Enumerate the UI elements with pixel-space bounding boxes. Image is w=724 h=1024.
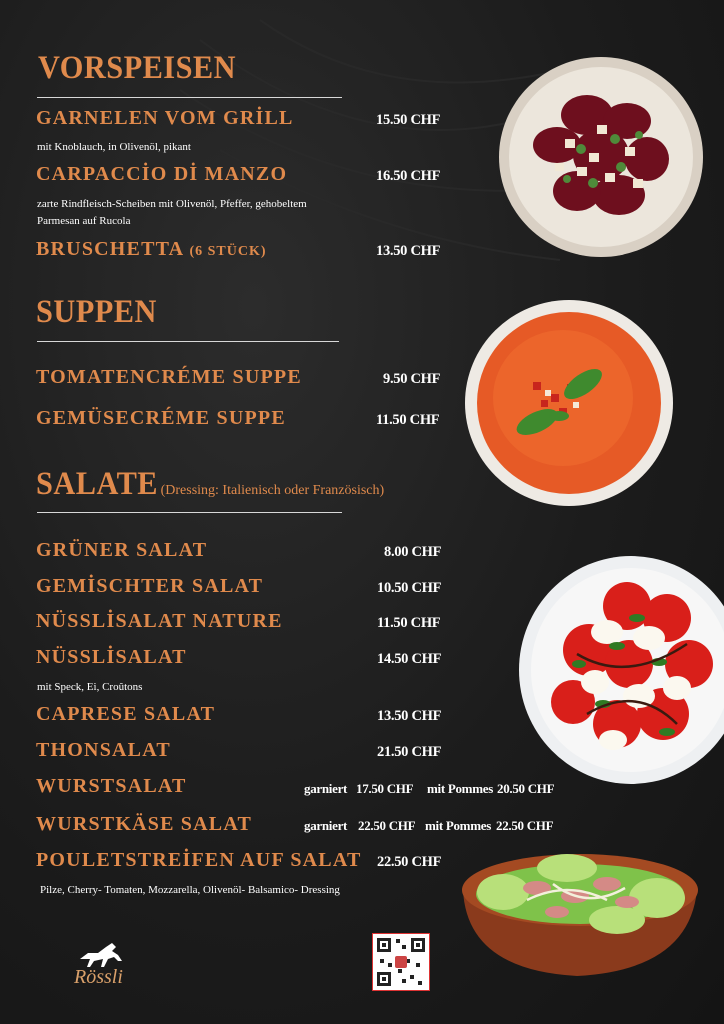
section-header-salate [36, 466, 384, 503]
section-divider [37, 341, 339, 342]
item-desc-garnelen: mit Knoblauch, in Olivenöl, pikant [37, 141, 191, 153]
wurstsalat-bowl-image [457, 840, 703, 980]
section-divider [37, 97, 342, 98]
item-price-nuesslisalat: 14.50 CHF [377, 651, 442, 667]
item-name-caprese: CAPRESE SALAT [36, 703, 216, 725]
item-pommes-price-wurstkaese: 22.50 CHF [496, 818, 554, 833]
item-name-nuesslisalat: NÜSSLİSALAT [36, 646, 187, 668]
item-price-carpaccio: 16.50 CHF [376, 168, 441, 184]
item-price-caprese: 13.50 CHF [377, 708, 442, 724]
item-name-bruschetta [36, 238, 267, 261]
section-divider [37, 512, 342, 513]
item-garniert-price-wurstsalat: 17.50 CHF [356, 781, 414, 796]
item-price-bruschetta: 13.50 CHF [376, 243, 441, 259]
item-name-bruschetta-text: BRUSCHETTA [36, 238, 184, 260]
item-name-wurstsalat: WURSTSALAT [36, 775, 187, 797]
item-garniert-label-wurstkaese: garniert [304, 818, 348, 833]
item-garniert-price-wurstkaese: 22.50 CHF [358, 818, 416, 833]
item-name-tomatencreme: TOMATENCRÉME SUPPE [36, 366, 302, 388]
tomato-soup-bowl-image [463, 298, 675, 508]
item-price-tomatencreme: 9.50 CHF [383, 371, 441, 387]
item-name-garnelen: GARNELEN VOM GRİLL [36, 107, 294, 129]
item-price-pouletstreifen: 22.50 CHF [377, 854, 442, 870]
item-name-pouletstreifen: POULETSTREİFEN AUF SALAT [36, 849, 362, 871]
item-price-gruener-salat: 8.00 CHF [384, 544, 442, 560]
item-pommes-label-wurstsalat: mit Pommes [427, 781, 493, 796]
item-name-wurstkaese-salat: WURSTKÄSE SALAT [36, 813, 253, 835]
item-desc-carpaccio-line1: zarte Rindfleisch-Scheiben mit Olivenöl, Pfeffer, gehobeltem [37, 198, 307, 210]
item-name-gemischter-salat: GEMİSCHTER SALAT [36, 575, 264, 597]
section-title-salate: SALATE [36, 466, 159, 502]
item-price-thonsalat: 21.50 CHF [377, 744, 442, 760]
item-price-gemuesecreme: 11.50 CHF [376, 412, 440, 428]
restaurant-logo-name: Rössli [74, 966, 123, 988]
carpaccio-plate-image [497, 55, 705, 259]
horse-logo-icon [78, 941, 126, 969]
item-name-thonsalat: THONSALAT [36, 739, 171, 761]
item-garniert-label-wurstsalat: garniert [304, 781, 348, 796]
item-price-nuesslisalat-nature: 11.50 CHF [377, 615, 441, 631]
section-title-vorspeisen: VORSPEISEN [38, 50, 237, 86]
qr-code-image [372, 933, 430, 991]
item-desc-carpaccio-line2: Parmesan auf Rucola [37, 215, 131, 227]
section-title-suppen: SUPPEN [36, 294, 157, 330]
item-price-gemischter-salat: 10.50 CHF [377, 580, 442, 596]
item-name-gemuesecreme: GEMÜSECRÉME SUPPE [36, 407, 286, 429]
item-name-gruener-salat: GRÜNER SALAT [36, 539, 208, 561]
caprese-plate-image [517, 554, 724, 786]
item-price-garnelen: 15.50 CHF [376, 112, 441, 128]
item-sub-bruschetta: (6 STÜCK) [189, 244, 267, 259]
item-pommes-label-wurstkaese: mit Pommes [425, 818, 491, 833]
salads-dressing-note: (Dressing: Italienisch oder Französisch) [160, 483, 385, 498]
item-name-nuesslisalat-nature: NÜSSLİSALAT NATURE [36, 610, 283, 632]
item-desc-nuesslisalat: mit Speck, Ei, Croûtons [37, 681, 143, 693]
item-desc-pouletstreifen: Pilze, Cherry- Tomaten, Mozzarella, Olivenöl- Balsamico- Dressing [40, 884, 340, 896]
item-pommes-price-wurstsalat: 20.50 CHF [497, 781, 555, 796]
item-name-carpaccio: CARPACCİO Dİ MANZO [36, 163, 288, 185]
